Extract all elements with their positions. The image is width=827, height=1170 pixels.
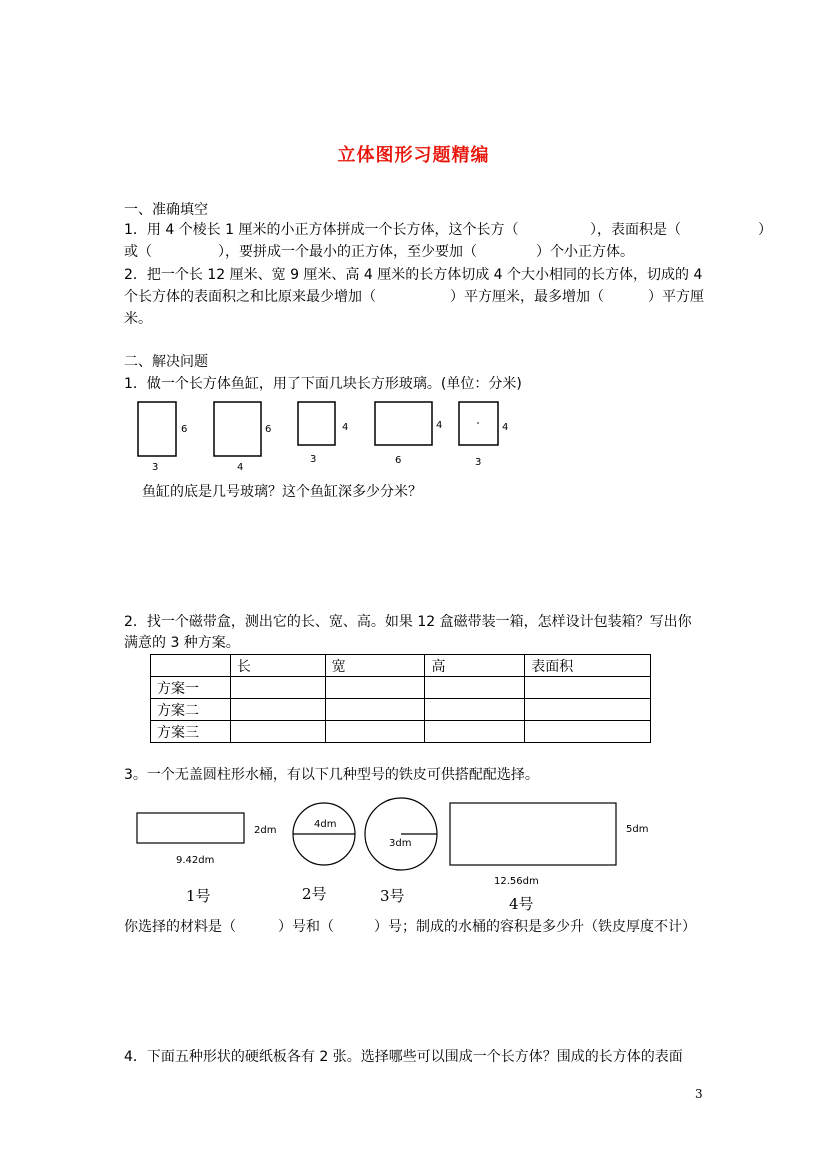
sheet-1-bottom-label: 9.42dm [176, 855, 215, 866]
table-cell [425, 721, 525, 743]
glass-4-height: 4 [436, 420, 443, 431]
glass-4-width: 6 [395, 455, 402, 466]
glass-1-height: 6 [181, 424, 188, 435]
table-cell [525, 699, 651, 721]
sheet-2-dim-label: 4dm [314, 819, 337, 830]
problem-2-line1: 2．找一个磁带盒，测出它的长、宽、高。如果 12 盒磁带装一箱，怎样设计包装箱？写出你 [124, 614, 692, 630]
problem-4-text: 4．下面五种形状的硬纸板各有 2 张。选择哪些可以围成一个长方体？围成的长方体的表面 [124, 1049, 683, 1065]
glass-2-width: 4 [237, 462, 244, 473]
table-header-row [151, 655, 651, 677]
problem-3-text: 3。一个无盖圆柱形水桶，有以下几种型号的铁皮可供搭配配选择。 [124, 767, 539, 783]
table-row [151, 677, 651, 699]
glass-piece-4 [375, 402, 432, 445]
glass-5-width: 3 [475, 457, 482, 468]
q2-line3: 米。 [124, 311, 152, 327]
glass-3-height: 4 [342, 422, 349, 433]
glass-1-width: 3 [152, 462, 159, 473]
table-header-cell: 表面积 [525, 655, 651, 677]
table-cell [425, 699, 525, 721]
table-header-cell [151, 655, 231, 677]
q2-line2c: ）平方厘 [648, 289, 704, 305]
sheet-3-dim-label: 3dm [389, 838, 412, 849]
q1-line1: 1．用 4 个棱长 1 厘米的小正方体拼成一个长方体，这个长方（ [124, 222, 519, 238]
glass-piece-1 [138, 402, 176, 456]
glass-piece-3 [298, 402, 335, 445]
table-cell [425, 677, 525, 699]
sheet-1-side-label: 2dm [254, 825, 277, 836]
problem-1-question: 鱼缸的底是几号玻璃？这个鱼缸深多少分米？ [142, 484, 422, 500]
table-cell [230, 699, 325, 721]
sheet-4-label: 4号 [509, 895, 534, 913]
table-header-cell: 高 [425, 655, 525, 677]
glass-2-height: 6 [265, 424, 272, 435]
sheet-4-rect [450, 803, 616, 865]
sheet-1-label: 1号 [186, 887, 211, 905]
table-row-label: 方案二 [151, 699, 231, 721]
glass-piece-2 [214, 402, 261, 456]
problem-1-text: 1．做一个长方体鱼缸，用了下面几块长方形玻璃。(单位：分米) [124, 376, 522, 392]
glass-3-width: 3 [310, 454, 317, 465]
glass-5-height: 4 [502, 422, 509, 433]
table-cell [230, 721, 325, 743]
table-row-label: 方案三 [151, 721, 231, 743]
table-cell [325, 677, 425, 699]
page-title: 立体图形习题精编 [337, 145, 490, 166]
problem-3-answer-c: ）号；制成的水桶的容积是多少升（铁皮厚度不计） [374, 919, 696, 935]
table-cell [525, 721, 651, 743]
q1-line2b: ），要拼成一个最小的正方体，至少要加（ [218, 244, 477, 260]
table-cell [325, 721, 425, 743]
problem-3-answer-a: 你选择的材料是（ [124, 919, 236, 935]
q2-line1: 2．把一个长 12 厘米、宽 9 厘米、高 4 厘米的长方体切成 4 个大小相同的长方体，切成的 4 [124, 267, 703, 283]
sheet-1-rect [137, 813, 244, 843]
table-cell [325, 699, 425, 721]
table-row [151, 721, 651, 743]
q1-line1c: ） [758, 222, 772, 238]
problem-3-answer-b: ）号和（ [278, 919, 334, 935]
table-header-cell: 长 [230, 655, 325, 677]
q2-line2b: ）平方厘米，最多增加（ [450, 289, 604, 305]
q2-line2: 个长方体的表面积之和比原来最少增加（ [124, 289, 376, 305]
sheet-2-label: 2号 [302, 885, 327, 903]
table-header-cell: 宽 [325, 655, 425, 677]
plan-table [150, 654, 651, 743]
table-cell [230, 677, 325, 699]
table-row [151, 699, 651, 721]
q1-line2c: ）个小正方体。 [536, 244, 634, 260]
table-cell [525, 677, 651, 699]
q1-line1b: ），表面积是（ [590, 222, 681, 238]
sheet-4-bottom-label: 12.56dm [494, 876, 539, 887]
page-number: 3 [695, 1087, 703, 1101]
glass-piece-5-dot [477, 422, 479, 424]
section-2-heading: 二、解决问题 [124, 354, 208, 370]
sheet-3-label: 3号 [380, 887, 405, 905]
problem-2-line2: 满意的 3 种方案。 [124, 635, 240, 651]
section-1-heading: 一、准确填空 [124, 202, 208, 218]
table-row-label: 方案一 [151, 677, 231, 699]
sheet-4-side-label: 5dm [626, 824, 649, 835]
q1-line2: 或（ [124, 244, 152, 260]
